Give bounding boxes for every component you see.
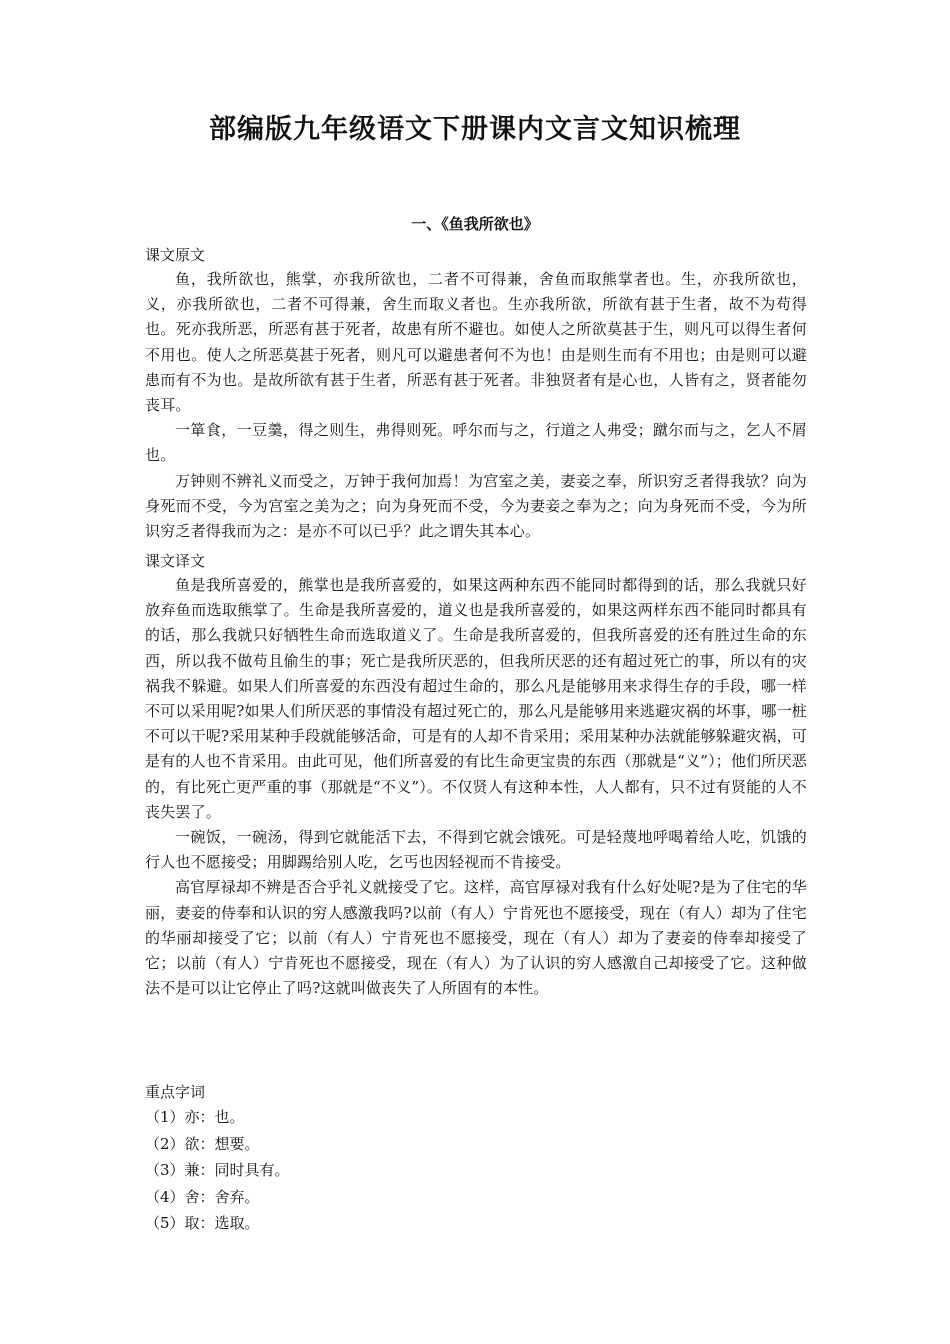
- translation-paragraph-2: 一碗饭，一碗汤，得到它就能活下去，不得到它就会饿死。可是轻蔑地呼喝着给人吃，饥饿的行人也不愿接受；用脚踢给别人吃，乞丐也因轻视而不肯接受。: [145, 828, 807, 872]
- translation-paragraph-3: 高官厚禄却不辨是否合乎礼义就接受了它。这样，高官厚禄对我有什么好处呢?是为了住宅的华丽，妻妾的侍奉和认识的穷人感激我吗?以前（有人）宁肯死也不愿接受，现在（有人）却为了住宅的华丽却接受了它；以前（有人）宁肯死也不愿接受，现在（有人）却为了妻妾的侍奉却接受了它；以前（有人）宁肯死也不愿接受，现在（有人）为了认识的穷人感激自己却接受了它。这种做法不是可以让它停止了吗?这就叫做丧失了人所固有的本性。: [145, 878, 807, 998]
- keyword-item: （5）取：选取。: [145, 1214, 260, 1232]
- keyword-item: （2）欲：想要。: [145, 1134, 260, 1153]
- translation-label: 课文译文: [145, 552, 206, 570]
- keywords-label: 重点字词: [145, 1083, 206, 1101]
- document-title: 部编版九年级语文下册课内文言文知识梳理: [209, 114, 741, 145]
- translation-paragraph-1: 鱼是我所喜爱的，熊掌也是我所喜爱的，如果这两种东西不能同时都得到的话，那么我就只好放弃鱼而选取熊掌了。生命是我所喜爱的，道义也是我所喜爱的，如果这两样东西不能同时都具有的话，那么我就只好牺牲生命而选取道义了。生命是我所喜爱的，但我所喜爱的还有胜过生命的东西，所以我不做苟且偷生的事；死亡是我所厌恶的，但我所厌恶的还有超过死亡的事，所以有的灾祸我不躲避。如果人们所喜爱的东西没有超过生命的，那么凡是能够用来求得生存的手段，哪一样不可以采用呢?如果人们所厌恶的事情没有超过死亡的，那么凡是能够用来逃避灾祸的坏事，哪一桩不可以干呢?采用某种手段就能够活命，可是有的人却不肯采用；采用某种办法就能够躲避灾祸，可是有的人也不肯采用。由此可见，他们所喜爱的有比生命更宝贵的东西（那就是“义”）；他们所厌恶的，有比死亡更严重的事（那就是“不义”）。不仅贤人有这种本性，人人都有，只不过有贤能的人不丧失罢了。: [145, 576, 807, 821]
- keyword-item: （3）兼：同时具有。: [145, 1161, 290, 1179]
- original-paragraph-2: 一箪食，一豆羹，得之则生，弗得则死。呼尔而与之，行道之人弗受；蹴尔而与之，乞人不屑也。: [145, 421, 807, 465]
- keyword-item: （1）亦：也。: [145, 1108, 245, 1126]
- original-text-label: 课文原文: [145, 246, 206, 264]
- keyword-item: （4）舍：舍弃。: [145, 1187, 260, 1206]
- original-text-section: [145, 243, 807, 544]
- translation-section: [145, 549, 807, 1001]
- original-paragraph-1: 鱼，我所欲也，熊掌，亦我所欲也，二者不可得兼，舍鱼而取熊掌者也。生，亦我所欲也，义，亦我所欲也，二者不可得兼，舍生而取义者也。生亦我所欲，所欲有甚于生者，故不为苟得也。死亦我所恶，所恶有甚于死者，故患有所不避也。如使人之所欲莫甚于生，则凡可以得生者何不用也。使人之所恶莫甚于死者，则凡可以避患者何不为也！由是则生而有不用也；由是则可以避患而有不为也。是故所欲有甚于生者，所恶有甚于死者。非独贤者有是心也，人皆有之，贤者能勿丧耳。: [145, 270, 807, 415]
- section-heading: 一、《鱼我所欲也》: [411, 215, 539, 233]
- keywords-section: [145, 1080, 807, 1237]
- original-paragraph-3: 万钟则不辨礼义而受之，万钟于我何加焉！为宫室之美，妻妾之奉，所识穷乏者得我欤？向为身死而不受，今为宫室之美为之；向为身死而不受，今为妻妾之奉为之；向为身死而不受，今为所识穷乏者得我而为之：是亦不可以已乎？此之谓失其本心。: [145, 471, 807, 541]
- keywords-list: [145, 1104, 807, 1237]
